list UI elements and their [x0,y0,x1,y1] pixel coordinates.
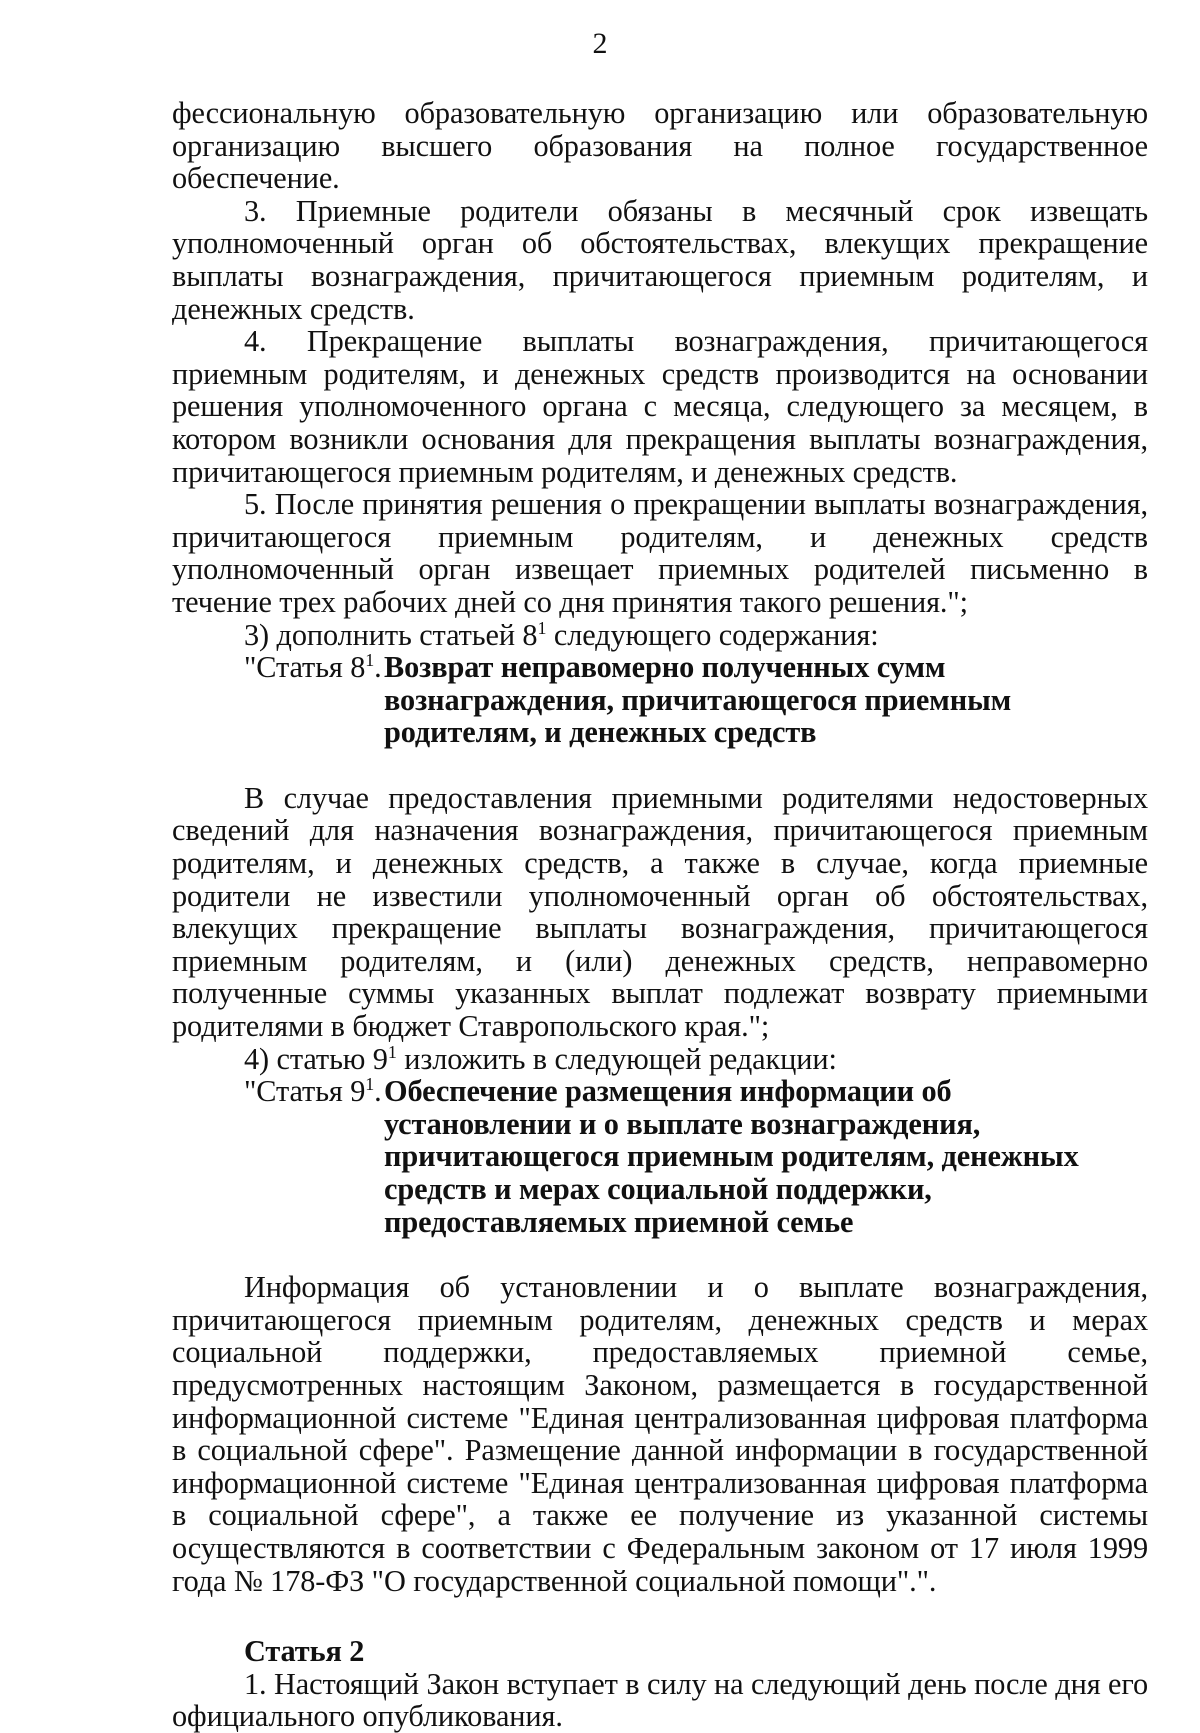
article-9-1-label-superscript: 1 [365,1074,375,1095]
article-8-1-text: В случае предоставления приемными родителями недостоверных сведений для назначения вознаграждения, причитающегося приемным родителям, и денежных средств, а также в случае, когда приемные родители не известили уполномоченный орган об обстоятельствах, влекущих прекращение выплаты вознаграждения, причитающегося приемным родителям, и (или) денежных средств, неправомерно полученные суммы указанных выплат подлежат возврату приемными родителями в бюджет Ставропольского края."; [172,780,1148,1044]
paragraph-3: 3. Приемные родители обязаны в месячный срок извещать уполномоченный орган об обстоятельствах, влекущих прекращение выплаты вознаграждения, причитающегося приемным родителям, и денежных средств. [172,193,1148,326]
amendment-item-4 [172,1043,1148,1076]
article-9-1-label-text: "Статья 9 [244,1074,366,1109]
article-9-1-heading [244,1075,1148,1238]
document-body [172,97,1148,1733]
article-8-1-label [244,651,384,749]
article-2-heading: Статья 2 [244,1634,365,1669]
article-8-1-heading [244,651,1148,749]
paragraph-5: 5. После принятия решения о прекращении выплаты вознаграждения, причитающегося приемным родителям, и денежных средств уполномоченный орган извещает приемных родителей письменно в течение трех рабочих дней со дня принятия такого решения."; [172,487,1148,619]
heading-spacer [172,1238,1148,1271]
amendment-item-4-superscript: 1 [387,1041,397,1062]
amendment-item-3-superscript: 1 [537,617,547,638]
article-8-1-label-end: . [374,650,382,685]
article-9-1-label [244,1075,384,1238]
article-8-1-label-text: "Статья 8 [244,650,366,685]
page-number: 2 [592,27,608,60]
article-8-1-title: Возврат неправомерно полученных сумм вознаграждения, причитающегося приемным родителям, и денежных средств [384,650,1012,750]
article-9-1-title: Обеспечение размещения информации об установлении и о выплате вознаграждения, причитающегося приемным родителям, денежных средств и мерах социальной поддержки, предоставляемых приемной семье [384,1074,1079,1239]
amendment-item-4-suffix: изложить в следующей редакции: [396,1041,837,1076]
article-9-1-text: Информация об установлении и о выплате вознаграждения, причитающегося приемным родителям, денежных средств и мерах социальной поддержки, предоставляемых приемной семье, предусмотренных настоящим Законом, размещается в государственной информационной системе "Единая централизованная цифровая платформа в социальной сфере". Размещение данной информации в государственной информационной системе "Единая централизованная цифровая платформа в социальной сфере", а также ее получение из указанной системы осуществляются в соответствии с Федеральным законом от 17 июля 1999 года № 178-ФЗ "О государственной социальной помощи".". [172,1270,1148,1598]
article-2-paragraph-1: 1. Настоящий Закон вступает в силу на следующий день после дня его официального опубликования. [172,1666,1148,1733]
amendment-item-3-suffix: следующего содержания: [546,617,879,652]
paragraph-4: 4. Прекращение выплаты вознаграждения, причитающегося приемным родителям, и денежных средств производится на основании решения уполномоченного органа с месяца, следующего за месяцем, в котором возникли основания для прекращения выплаты вознаграждения, причитающегося приемным родителям, и денежных средств. [172,324,1148,489]
amendment-item-4-prefix: 4) статью 9 [244,1041,388,1076]
article-9-1-label-end: . [374,1074,382,1109]
article-8-1-label-superscript: 1 [365,650,375,670]
article-spacer [172,1597,1148,1635]
heading-spacer [172,749,1148,782]
amendment-item-3 [172,619,1148,652]
lead-paragraph: фессиональную образовательную организацию или образовательную организацию высшего образования на полное государственное обеспечение. [172,96,1148,196]
amendment-item-3-prefix: 3) дополнить статьей 8 [244,617,538,652]
